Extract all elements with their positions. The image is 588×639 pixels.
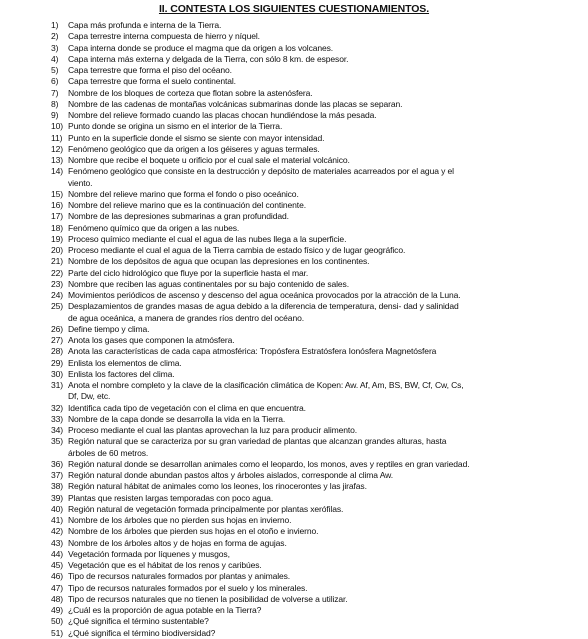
question-number: 27) (51, 335, 63, 345)
question-text-continuation: de agua oceánica, a manera de grandes ríos dentro del océano. (68, 312, 304, 323)
question-text: Vegetación formada por líquenes y musgos, (68, 548, 230, 559)
question-number: 48) (51, 593, 63, 604)
question-text: Fenómeno geológico que consiste en la destrucción y depósito de materiales acarreados por el agua y el (68, 166, 454, 177)
question-item (51, 538, 581, 549)
question-text: Nombre del relieve marino que es la continuación del continente. (68, 200, 306, 210)
question-number: 45) (51, 560, 63, 570)
question-item (51, 279, 581, 290)
question-item (51, 605, 581, 616)
question-item (51, 54, 581, 65)
question-number: 20) (51, 245, 63, 255)
question-number: 14) (51, 166, 63, 177)
question-item (51, 425, 581, 436)
question-number: 39) (51, 492, 63, 503)
question-item (51, 110, 581, 121)
question-number: 51) (51, 627, 63, 638)
question-number: 5) (51, 65, 59, 75)
question-item (51, 504, 581, 515)
question-text: Tipo de recursos naturales que no tienen la posibilidad de volverse a utilizar. (68, 593, 348, 604)
question-number: 33) (51, 413, 63, 424)
question-item (51, 189, 581, 200)
question-item (51, 436, 581, 459)
question-text: Tipo de recursos naturales formados por el suelo y los minerales. (68, 582, 308, 593)
question-text-continuation: Df, Dw, etc. (68, 391, 111, 402)
question-item (51, 166, 581, 189)
question-item (51, 515, 581, 526)
question-number: 41) (51, 515, 63, 525)
question-text: Región natural donde abundan pastos altos y árboles aislados, corresponde al clima Aw. (68, 470, 393, 480)
question-number: 4) (51, 53, 59, 64)
question-number: 31) (51, 380, 63, 390)
question-number: 23) (51, 278, 63, 289)
question-text: Parte del ciclo hidrológico que fluye por la superficie hasta el mar. (68, 267, 309, 278)
question-item (51, 256, 581, 267)
question-item (51, 155, 581, 166)
question-number: 42) (51, 526, 63, 537)
question-item (51, 99, 581, 110)
question-text: ¿Cuál es la proporción de agua potable en la Tierra? (68, 605, 262, 615)
question-item (51, 346, 581, 357)
question-item (51, 31, 581, 42)
question-number: 44) (51, 548, 63, 559)
question-item (51, 290, 581, 301)
question-text: Nombre del relieve marino que forma el fondo o piso oceánico. (68, 188, 299, 199)
question-item (51, 76, 581, 87)
question-text: Nombre de los árboles que no pierden sus hojas en invierno. (68, 515, 292, 525)
question-text: Capa interna donde se produce el magma que da origen a los volcanes. (68, 42, 334, 53)
question-item (51, 560, 581, 571)
question-number: 38) (51, 481, 63, 492)
question-text: Región natural de vegetación formada principalmente por plantas xerófilas. (68, 503, 344, 514)
question-text: Capa terrestre que forma el suelo continental. (68, 76, 236, 87)
question-item (51, 369, 581, 380)
question-item (51, 549, 581, 560)
question-number: 29) (51, 357, 63, 368)
question-text: Anota los gases que componen la atmósfera. (68, 335, 235, 345)
question-text: ¿Qué significa el término sustentable? (68, 616, 209, 627)
question-number: 10) (51, 121, 63, 132)
question-number: 46) (51, 571, 63, 582)
question-number: 19) (51, 233, 63, 244)
question-text: Tipo de recursos naturales formados por plantas y animales. (68, 571, 291, 582)
question-text: Nombre del relieve formado cuando las placas chocan hundiéndose la más pesada. (68, 110, 377, 120)
question-item (51, 459, 581, 470)
question-number: 18) (51, 222, 63, 233)
question-item (51, 628, 581, 639)
question-item (51, 571, 581, 582)
question-number: 50) (51, 616, 63, 627)
question-number: 13) (51, 155, 63, 165)
question-number: 8) (51, 98, 59, 109)
question-text: Movimientos periódicos de ascenso y descenso del agua oceánica provocados por la atracción de la Luna. (68, 290, 461, 300)
question-item (51, 481, 581, 492)
question-list (51, 20, 581, 639)
question-text: Capa terrestre interna compuesta de hierro y níquel. (68, 31, 260, 42)
question-item (51, 335, 581, 346)
question-item (51, 594, 581, 605)
question-text: Punto donde se origina un sismo en el interior de la Tierra. (68, 121, 283, 132)
question-text: Nombre de los depósitos de agua que ocupan las depresiones en los continentes. (68, 256, 370, 267)
question-item (51, 268, 581, 279)
question-text: Nombre de los árboles que pierden sus hojas en el otoño e invierno. (68, 526, 319, 537)
question-text: Capa terrestre que forma el piso del océano. (68, 65, 232, 75)
question-text: Nombre de los bloques de corteza que flotan sobre la astenósfera. (68, 87, 313, 98)
question-item (51, 121, 581, 132)
question-item (51, 245, 581, 256)
question-text: Región natural que se caracteriza por su gran variedad de plantas que alcanzan grandes alturas, hasta (68, 436, 447, 447)
question-item (51, 470, 581, 481)
question-number: 49) (51, 605, 63, 615)
question-item (51, 403, 581, 414)
question-item (51, 65, 581, 76)
question-number: 36) (51, 458, 63, 469)
question-text: Define tiempo y clima. (68, 323, 150, 334)
question-number: 28) (51, 346, 63, 357)
question-number: 2) (51, 31, 59, 42)
question-item (51, 20, 581, 31)
question-text: Proceso químico mediante el cual el agua de las nubes llega a la superficie. (68, 233, 347, 244)
question-item (51, 144, 581, 155)
question-text: Vegetación que es el hábitat de los renos y caribúes. (68, 560, 262, 570)
question-text: Identifica cada tipo de vegetación con el clima en que encuentra. (68, 402, 306, 413)
section-title (0, 3, 588, 16)
question-number: 9) (51, 110, 59, 120)
question-number: 3) (51, 42, 59, 53)
question-text: Fenómeno químico que da origen a las nubes. (68, 222, 240, 233)
question-item (51, 526, 581, 537)
question-number: 11) (51, 132, 63, 143)
question-text: Anota las características de cada capa atmosférica: Tropósfera Estratósfera Ionósfera Magnetósfera (68, 346, 437, 357)
question-text: Enlista los factores del clima. (68, 368, 175, 379)
question-number: 43) (51, 537, 63, 548)
question-text: ¿Qué significa el término biodiversidad? (68, 627, 216, 638)
question-number: 12) (51, 143, 63, 154)
question-number: 26) (51, 323, 63, 334)
question-text: Nombre que recibe el boquete u orificio por el cual sale el material volcánico. (68, 155, 350, 165)
question-number: 25) (51, 301, 63, 312)
question-number: 37) (51, 470, 63, 480)
question-text: Anota el nombre completo y la clave de la clasificación climática de Kopen: Aw. Af, Am, BS, BW, Cf, Cw, Cs, (68, 380, 464, 390)
question-text: Nombre de las cadenas de montañas volcánicas submarinas donde las placas se separan. (68, 98, 403, 109)
question-number: 7) (51, 87, 59, 98)
question-number: 6) (51, 76, 59, 87)
question-text: Proceso mediante el cual el agua de la Tierra cambia de estado físico y de lugar geográfico. (68, 245, 406, 255)
question-text: Fenómeno geológico que da origen a los géiseres y aguas termales. (68, 143, 320, 154)
question-text-continuation: árboles de 60 metros. (68, 447, 149, 458)
question-number: 34) (51, 425, 63, 435)
question-text: Proceso mediante el cual las plantas aprovechan la luz para producir alimento. (68, 425, 358, 435)
question-item (51, 324, 581, 335)
question-text: Enlista los elementos de clima. (68, 357, 182, 368)
question-number: 40) (51, 503, 63, 514)
question-text: Plantas que resisten largas temporadas con poco agua. (68, 492, 274, 503)
question-text-continuation: viento. (68, 177, 93, 188)
question-item (51, 234, 581, 245)
question-item (51, 133, 581, 144)
question-item (51, 200, 581, 211)
question-item (51, 301, 581, 324)
question-number: 1) (51, 20, 59, 30)
question-text: Nombre de las depresiones submarinas a gran profundidad. (68, 211, 289, 222)
question-number: 21) (51, 256, 63, 267)
question-text: Punto en la superficie donde el sismo se siente con mayor intensidad. (68, 132, 325, 143)
question-text: Capa interna más externa y delgada de la Tierra, con sólo 8 km. de espesor. (68, 53, 349, 64)
question-text: Nombre de la capa donde se desarrolla la vida en la Tierra. (68, 413, 286, 424)
question-text: Desplazamientos de grandes masas de agua debido a la diferencia de temperatura, densi- dad y salinidad (68, 301, 459, 312)
question-text: Nombre que reciben las aguas continentales por su bajo contenido de sales. (68, 278, 349, 289)
question-item (51, 583, 581, 594)
question-text: Capa más profunda e interna de la Tierra. (68, 20, 222, 30)
question-text: Región natural hábitat de animales como los leones, los rinocerontes y las jirafas. (68, 481, 367, 492)
question-number: 32) (51, 402, 63, 413)
section-title-text: II. CONTESTA LOS SIGUIENTES CUESTIONAMIENTOS. (158, 3, 430, 15)
question-number: 24) (51, 290, 63, 300)
question-number: 35) (51, 436, 63, 447)
question-number: 16) (51, 200, 63, 210)
question-number: 22) (51, 267, 63, 278)
question-item (51, 380, 581, 403)
question-item (51, 616, 581, 627)
question-number: 30) (51, 368, 63, 379)
question-number: 47) (51, 582, 63, 593)
question-item (51, 88, 581, 99)
question-number: 17) (51, 211, 63, 222)
question-item (51, 211, 581, 222)
question-item (51, 358, 581, 369)
question-item (51, 493, 581, 504)
question-item (51, 223, 581, 234)
question-text: Región natural donde se desarrollan animales como el leopardo, los monos, aves y reptiles en gran variedad. (68, 458, 470, 469)
question-item (51, 43, 581, 54)
question-number: 15) (51, 188, 63, 199)
question-item (51, 414, 581, 425)
question-text: Nombre de los árboles altos y de hojas en forma de agujas. (68, 537, 287, 548)
